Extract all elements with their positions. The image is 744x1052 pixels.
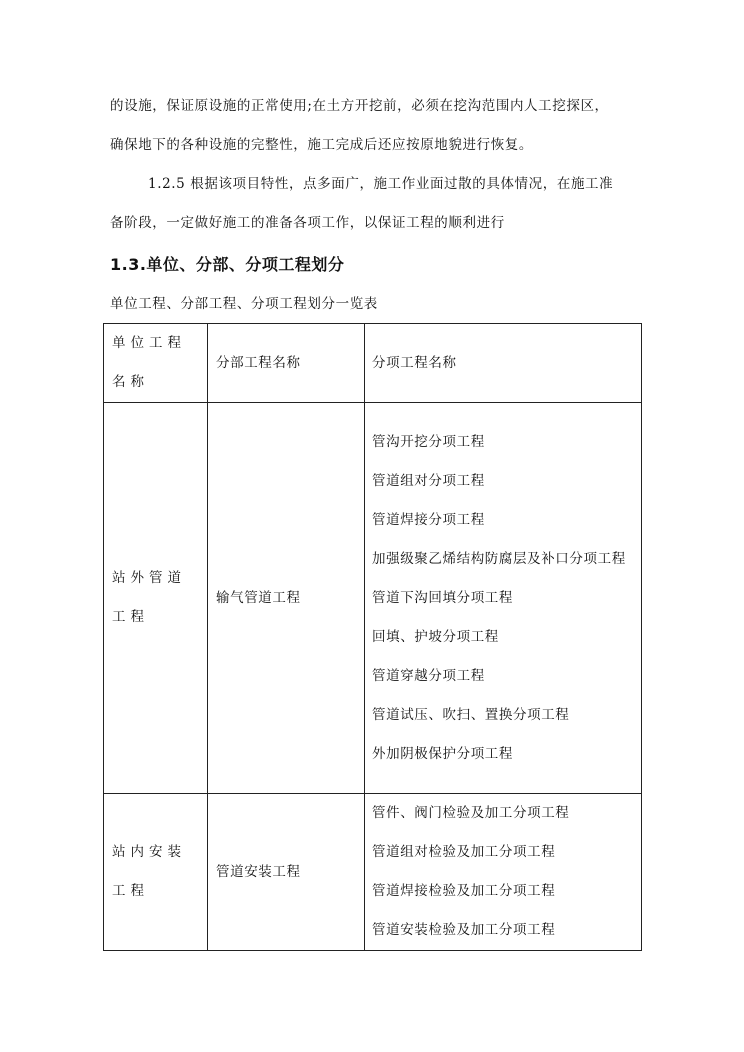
unit-cell-station-install: 站内安装工程 xyxy=(104,794,208,951)
body-text-line-1: 的设施，保证原设施的正常使用;在土方开挖前，必须在挖沟范围内人工挖探区， xyxy=(110,98,609,114)
sub-item: 管道焊接分项工程 xyxy=(372,511,485,528)
sub-items-cell xyxy=(365,403,642,794)
sub-items-cell xyxy=(365,794,642,951)
header-sub-label: 分项工程名称 xyxy=(372,354,457,371)
header-part-name: 分部工程名称 xyxy=(208,324,365,403)
sub-item: 管道下沟回填分项工程 xyxy=(372,589,513,606)
sub-item: 管道试压、吹扫、置换分项工程 xyxy=(372,706,570,723)
body-text-line-2: 确保地下的各种设施的完整性，施工完成后还应按原地貌进行恢复。 xyxy=(110,137,533,153)
part-cell-pipe-install: 管道安装工程 xyxy=(208,794,365,951)
table-caption: 单位工程、分部工程、分项工程划分一览表 xyxy=(110,296,378,312)
division-table xyxy=(103,323,642,951)
header-unit-name: 单位工程名称 xyxy=(104,324,208,403)
sub-item: 管道穿越分项工程 xyxy=(372,667,485,684)
unit-cell-outside-pipeline: 站外管道工程 xyxy=(104,403,208,794)
sub-item: 外加阴极保护分项工程 xyxy=(372,745,513,762)
table-row xyxy=(104,403,642,794)
sub-item: 回填、护坡分项工程 xyxy=(372,628,499,645)
header-sub-name xyxy=(365,324,642,403)
sub-item: 管沟开挖分项工程 xyxy=(372,433,485,450)
body-text-line-3: 1.2.5 根据该项目特性，点多面广，施工作业面过散的具体情况，在施工准 xyxy=(148,176,614,192)
sub-item: 管件、阀门检验及加工分项工程 xyxy=(372,805,570,821)
sub-item: 管道焊接检验及加工分项工程 xyxy=(372,883,556,899)
section-heading: 1.3.单位、分部、分项工程划分 xyxy=(110,255,345,274)
sub-item: 加强级聚乙烯结构防腐层及补口分项工程 xyxy=(372,550,626,567)
sub-item: 管道组对检验及加工分项工程 xyxy=(372,844,556,860)
body-text-line-4: 备阶段，一定做好施工的准备各项工作，以保证工程的顺利进行 xyxy=(110,215,505,231)
part-cell-gas-pipeline: 输气管道工程 xyxy=(208,403,365,794)
table-header-row xyxy=(104,324,642,403)
sub-item: 管道安装检验及加工分项工程 xyxy=(372,922,556,938)
table-row xyxy=(104,794,642,951)
sub-item: 管道组对分项工程 xyxy=(372,472,485,489)
